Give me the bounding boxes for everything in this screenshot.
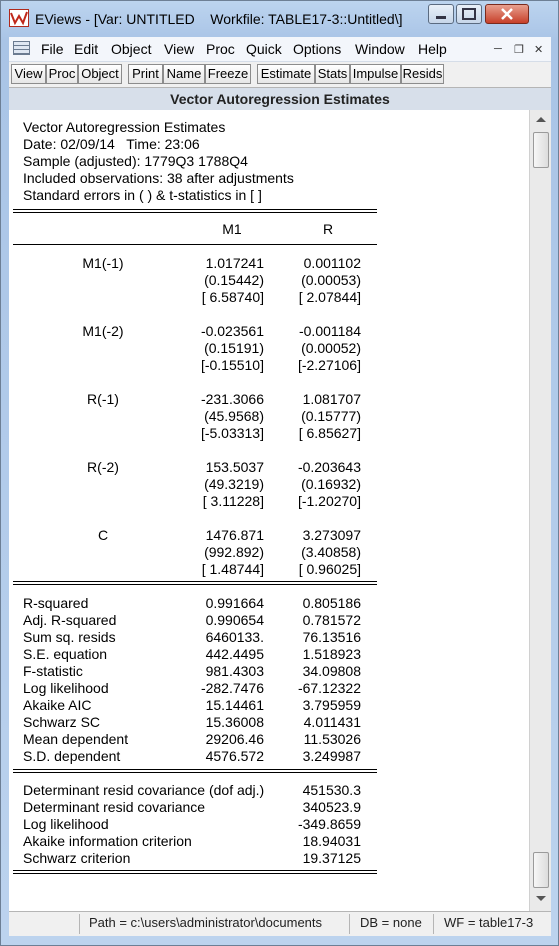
system-statistic-label: Schwarz criterion (23, 850, 131, 866)
statistic-label: F-statistic (23, 663, 83, 679)
coefficient-value-m1: -231.3066 (200, 391, 264, 407)
coefficient-value-m1: (45.9568) (204, 408, 264, 424)
status-workfile: WF = table17-3 (444, 915, 534, 930)
resids-button[interactable]: Resids (401, 64, 444, 84)
system-statistic-value: 18.94031 (302, 833, 361, 849)
coefficient-value-r: [-1.20270] (297, 493, 361, 509)
statistic-value-m1: 15.14461 (205, 697, 264, 713)
statistic-value-r: 34.09808 (302, 663, 361, 679)
coefficient-value-r: [-2.27106] (297, 357, 361, 373)
coefficient-value-m1: (0.15191) (204, 340, 264, 356)
system-statistic-value: 340523.9 (302, 799, 361, 815)
coefficient-value-m1: [-5.03313] (200, 425, 264, 441)
minimize-icon (429, 5, 453, 23)
stats-button[interactable]: Stats (315, 64, 350, 84)
system-statistic-label: Log likelihood (23, 816, 109, 832)
impulse-button[interactable]: Impulse (350, 64, 401, 84)
coefficient-value-r: (0.00053) (301, 272, 361, 288)
coefficient-value-r: 3.273097 (302, 527, 361, 543)
status-path: Path = c:\users\administrator\documents (89, 915, 323, 930)
minimize-button[interactable] (428, 4, 454, 24)
scroll-down-icon[interactable] (536, 896, 546, 901)
mdi-restore-icon[interactable]: ❐ (514, 44, 524, 56)
proc-button[interactable]: Proc (46, 64, 78, 84)
menu-file[interactable]: File (41, 41, 64, 57)
maximize-icon (457, 5, 481, 23)
status-db: DB = none (360, 915, 422, 930)
vertical-scrollbar[interactable] (529, 110, 551, 911)
coefficient-label: M1(-2) (82, 323, 124, 339)
info-line: Date: 02/09/14 Time: 23:06 (23, 136, 200, 152)
maximize-button[interactable] (456, 4, 482, 24)
scroll-thumb-lower[interactable] (533, 852, 549, 888)
system-statistic-value: 451530.3 (302, 782, 361, 798)
coefficient-label: C (97, 527, 109, 543)
coefficient-value-m1: -0.023561 (200, 323, 264, 339)
menu-proc[interactable]: Proc (206, 41, 235, 57)
freeze-button[interactable]: Freeze (205, 64, 251, 84)
statistic-value-m1: 442.4495 (205, 646, 264, 662)
mdi-minimize-icon[interactable]: ─ (494, 43, 502, 55)
close-button[interactable] (485, 4, 529, 24)
system-statistic-label: Akaike information criterion (23, 833, 192, 849)
statistic-label: S.E. equation (23, 646, 108, 662)
coefficient-value-m1: [-0.15510] (200, 357, 264, 373)
column-header-r: R (322, 221, 334, 237)
coefficient-value-m1: [ 6.58740] (201, 289, 264, 305)
coefficient-value-m1: [ 3.11228] (202, 493, 264, 509)
scroll-up-icon[interactable] (536, 117, 546, 122)
statistic-label: Akaike AIC (23, 697, 92, 713)
coefficient-value-r: [ 0.96025] (298, 561, 361, 577)
statistic-value-r: 3.249987 (302, 748, 361, 764)
status-separator (79, 914, 80, 934)
menu-quick[interactable]: Quick (246, 41, 282, 57)
coefficient-value-m1: 1.017241 (205, 255, 264, 271)
statistic-value-m1: 981.4303 (205, 663, 264, 679)
coefficient-value-r: 0.001102 (303, 255, 361, 271)
statistic-value-r: 76.13516 (302, 629, 361, 645)
coefficient-value-r: -0.001184 (298, 323, 361, 339)
coefficient-value-r: 1.081707 (302, 391, 361, 407)
coefficient-value-r: [ 2.07844] (298, 289, 361, 305)
eviews-logo-icon (9, 9, 29, 27)
statistic-value-r: -67.12322 (297, 680, 361, 696)
coefficient-label: R(-1) (87, 391, 119, 407)
statistic-label: Adj. R-squared (23, 612, 117, 628)
info-line: Vector Autoregression Estimates (23, 119, 226, 135)
coefficient-value-m1: 1476.871 (205, 527, 264, 543)
title-bar[interactable] (1, 1, 558, 37)
statistic-value-r: 0.781572 (302, 612, 361, 628)
view-button[interactable]: View (11, 64, 46, 84)
statistic-label: Mean dependent (23, 731, 129, 747)
system-statistic-value: 19.37125 (302, 850, 361, 866)
rule (13, 244, 377, 245)
statistic-label: R-squared (23, 595, 89, 611)
system-statistic-label: Determinant resid covariance (dof adj.) (23, 782, 265, 798)
statistic-value-r: 3.795959 (302, 697, 361, 713)
coefficient-value-m1: 153.5037 (205, 459, 264, 475)
var-window-icon[interactable] (13, 41, 30, 55)
statistic-label: S.D. dependent (23, 748, 121, 764)
menu-object[interactable]: Object (111, 41, 152, 57)
menu-window[interactable]: Window (355, 41, 405, 57)
coefficient-value-m1: (992.892) (204, 544, 264, 560)
estimation-output (9, 110, 529, 911)
status-bar (9, 911, 551, 936)
statistic-value-r: 0.805186 (302, 595, 361, 611)
statistic-label: Sum sq. resids (23, 629, 116, 645)
mdi-close-icon[interactable]: ✕ (534, 44, 544, 56)
statistic-value-r: 1.518923 (302, 646, 361, 662)
statistic-value-m1: 6460133. (205, 629, 264, 645)
statistic-value-m1: 29206.46 (205, 731, 264, 747)
statistic-label: Schwarz SC (23, 714, 101, 730)
statistic-value-m1: 0.990654 (205, 612, 264, 628)
coefficient-value-r: (0.16932) (301, 476, 361, 492)
coefficient-value-m1: (0.15442) (204, 272, 264, 288)
menu-options[interactable]: Options (293, 41, 342, 57)
statistic-value-r: 11.53026 (303, 731, 361, 747)
status-separator (349, 914, 350, 934)
coefficient-value-r: (0.15777) (301, 408, 361, 424)
estimate-button[interactable]: Estimate (257, 64, 315, 84)
column-header-m1: M1 (222, 221, 242, 237)
rule (13, 209, 377, 213)
statistic-label: Log likelihood (23, 680, 109, 696)
statistic-value-m1: 4576.572 (205, 748, 264, 764)
print-button[interactable]: Print (128, 64, 163, 84)
coefficient-label: R(-2) (87, 459, 119, 475)
close-icon (486, 5, 528, 23)
scroll-thumb[interactable] (533, 132, 549, 168)
output-header: Vector Autoregression Estimates (9, 88, 551, 111)
coefficient-label: M1(-1) (82, 255, 124, 271)
object-toolbar (9, 62, 551, 88)
coefficient-value-m1: [ 1.48744] (201, 561, 264, 577)
system-statistic-value: -349.8659 (297, 816, 361, 832)
menu-view[interactable]: View (164, 41, 195, 57)
coefficient-value-r: (3.40858) (301, 544, 361, 560)
info-line: Included observations: 38 after adjustments (23, 170, 294, 186)
coefficient-value-r: (0.00052) (301, 340, 361, 356)
menu-edit[interactable]: Edit (74, 41, 99, 57)
statistic-value-m1: 0.991664 (205, 595, 264, 611)
info-line: Standard errors in ( ) & t-statistics in [ ] (23, 187, 262, 203)
coefficient-value-r: -0.203643 (297, 459, 361, 475)
menu-help[interactable]: Help (418, 41, 447, 57)
name-button[interactable]: Name (163, 64, 205, 84)
statistic-value-m1: -282.7476 (200, 680, 264, 696)
statistic-value-r: 4.011431 (303, 714, 361, 730)
object-button[interactable]: Object (78, 64, 122, 84)
statistic-value-m1: 15.36008 (205, 714, 264, 730)
rule (13, 769, 377, 773)
coefficient-value-m1: (49.3219) (204, 476, 264, 492)
rule (13, 581, 377, 585)
window-title: EViews - [Var: UNTITLED Workfile: TABLE17-3::Untitled\] (35, 11, 403, 27)
system-statistic-label: Determinant resid covariance (23, 799, 206, 815)
rule (13, 870, 377, 874)
coefficient-value-r: [ 6.85627] (298, 425, 361, 441)
menu-bar (9, 37, 551, 62)
info-line: Sample (adjusted): 1779Q3 1788Q4 (23, 153, 248, 169)
status-separator (433, 914, 434, 934)
